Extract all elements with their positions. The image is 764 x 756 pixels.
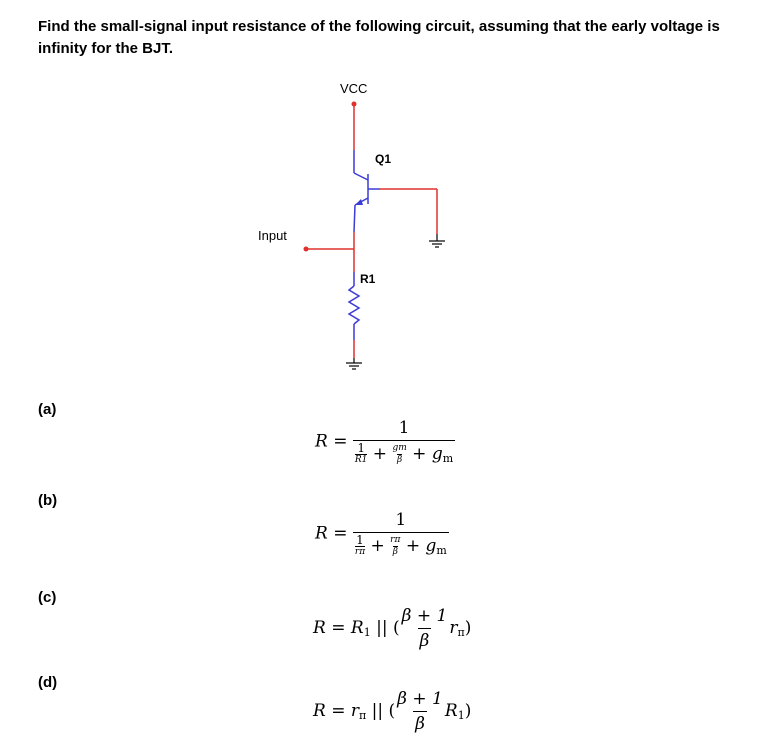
ground-symbol-base	[429, 234, 445, 247]
option-c-formula: $R = R_1$ || ( $\frac{\beta + 1}{\beta}$ $r_\pi$)	[313, 606, 472, 651]
vcc-label: VCC	[340, 81, 368, 96]
option-a-formula: R = 1 1 R1 + $\frac{gm}{\beta}$ + $g_m$	[315, 418, 454, 465]
fraction-beta-c: $\frac{\beta + 1}{\beta}$	[401, 606, 448, 651]
fraction-beta-d: $\frac{\beta + 1}{\beta}$	[397, 689, 443, 734]
input-label: Input	[258, 228, 287, 243]
q1-label: Q1	[375, 152, 392, 166]
r1-label: R1	[360, 272, 376, 286]
fraction-main-b: 1 1 rπ + $\frac{r\pi}{\beta}$ + $g_m$	[354, 510, 447, 557]
option-b-formula: R = 1 1 rπ + $\frac{r\pi}{\beta}$ + $g_m$	[315, 510, 447, 557]
emitter-arrow	[355, 199, 363, 205]
question-text: Find the small-signal input resistance of the following circuit, assuming that the early voltage is infinity for the BJT.	[38, 18, 720, 57]
option-d-label[interactable]: (d)	[38, 674, 58, 691]
fraction-main-a: 1 1 R1 + $\frac{gm}{\beta}$ + $g_m$	[354, 418, 454, 465]
resistor-r1-symbol	[349, 272, 359, 340]
option-b-label[interactable]: (b)	[38, 492, 58, 509]
input-node	[304, 247, 309, 252]
ground-symbol-r1	[346, 358, 362, 369]
option-d-formula: $R = r_\pi$ || ( $\frac{\beta + 1}{\beta}$ $R_1$)	[313, 689, 472, 734]
option-a-label[interactable]: (a)	[38, 401, 57, 418]
option-c-label[interactable]: (c)	[38, 589, 57, 606]
